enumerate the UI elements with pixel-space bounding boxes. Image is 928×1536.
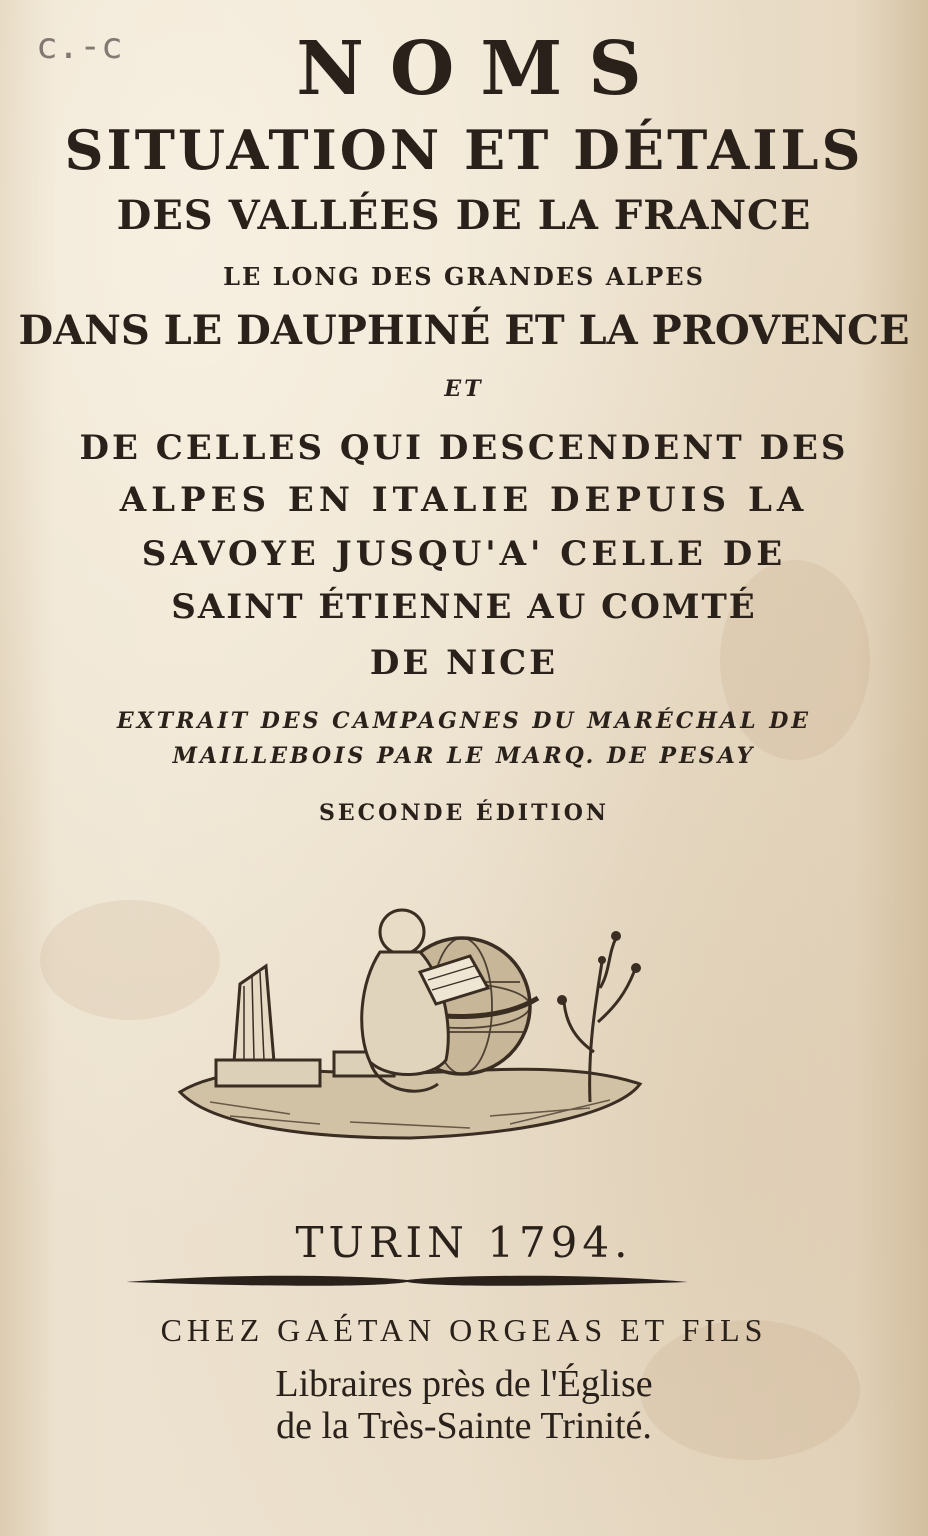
title-line-8: ALPES EN ITALIE DEPUIS LA	[119, 480, 809, 520]
title-conjunction: ET	[444, 376, 484, 402]
book-title-main: NOMS	[296, 26, 668, 112]
imprint-publisher: CHEZ GAÉTAN ORGEAS ET FILS	[160, 1312, 768, 1348]
title-line-7: DE CELLES QUI DESCENDENT DES	[79, 428, 849, 468]
attribution-line-2: MAILLEBOIS PAR LE MARQ. DE PESAY	[172, 743, 756, 769]
imprint-place-year: TURIN 1794.	[295, 1218, 633, 1267]
title-line-3: DES VALLÉES DE LA FRANCE	[116, 192, 812, 239]
title-line-2: SITUATION ET DÉTAILS	[64, 118, 864, 182]
edition-label: SECONDE ÉDITION	[318, 800, 610, 826]
imprint-address-line-1: Libraires près de l'Église	[275, 1363, 653, 1405]
imprint-address-line-2: de la Très-Sainte Trinité.	[276, 1405, 652, 1447]
title-line-5: DANS LE DAUPHINÉ ET LA PROVENCE	[18, 307, 910, 354]
title-line-9: SAVOYE JUSQU'A' CELLE DE	[141, 534, 787, 574]
decorative-rule	[122, 1268, 692, 1292]
inventory-marker: c.-c	[36, 26, 123, 67]
woodcut-vignette	[170, 902, 650, 1152]
title-line-11: DE NICE	[369, 643, 559, 683]
title-line-4: LE LONG DES GRANDES ALPES	[223, 262, 705, 291]
attribution-line-1: EXTRAIT DES CAMPAGNES DU MARÉCHAL DE	[116, 708, 812, 734]
title-line-10: SAINT ÉTIENNE AU COMTÉ	[171, 587, 757, 627]
